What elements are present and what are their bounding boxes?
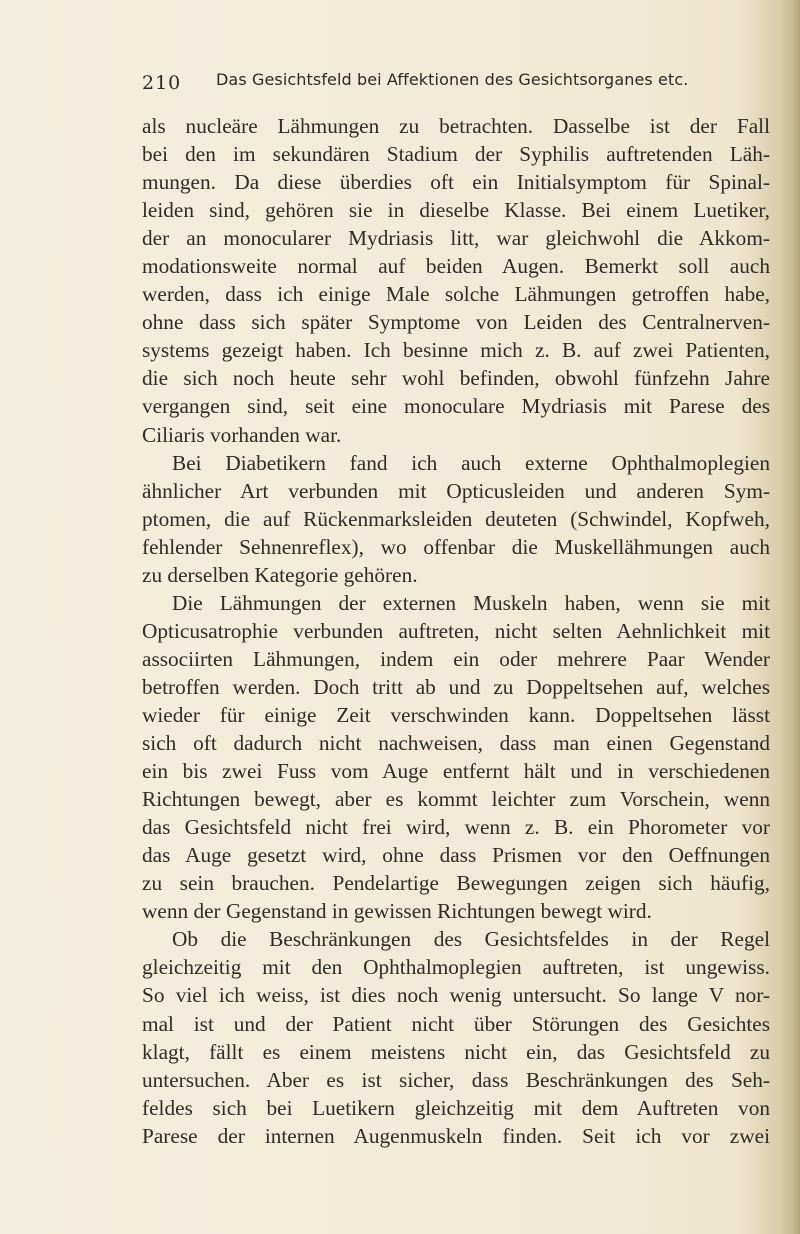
text-line: fehlender Sehnenreflex), wo offenbar die Muskellähmungen auch: [142, 534, 770, 559]
page-header: [142, 70, 762, 100]
page-edge-shadow: [778, 0, 800, 1234]
text-line: das Gesichtsfeld nicht frei wird, wenn z. B. ein Phorometer vor: [142, 815, 770, 840]
text-line: associirten Lähmungen, indem ein oder mehrere Paar Wender: [142, 646, 770, 671]
text-line: als nucleäre Lähmungen zu betrachten. Dasselbe ist der Fall: [142, 114, 770, 138]
text-line: wieder für einige Zeit verschwinden kann. Doppeltsehen lässt: [142, 702, 770, 727]
text-line: mal ist und der Patient nicht über Störungen des Gesichtes: [142, 1011, 770, 1036]
text-line: Ob die Beschränkungen des Gesichtsfeldes in der Regel: [172, 927, 770, 952]
text-line: das Auge gesetzt wird, ohne dass Prismen vor den Oeffnungen: [142, 843, 770, 868]
page-number: 210: [142, 72, 182, 94]
text-line: mungen. Da diese überdies oft ein Initialsymptom für Spinal-: [142, 170, 770, 195]
running-title: Das Gesichtsfeld bei Affektionen des Gesichtsorganes etc.: [216, 70, 689, 89]
text-line: bei den im sekundären Stadium der Syphilis auftretenden Läh-: [142, 142, 770, 167]
text-line: systems gezeigt haben. Ich besinne mich z. B. auf zwei Patienten,: [142, 338, 770, 363]
text-line: ptomen, die auf Rückenmarksleiden deuteten (Schwindel, Kopfweh,: [142, 506, 770, 531]
text-line: Bei Diabetikern fand ich auch externe Ophthalmoplegien: [172, 450, 770, 475]
text-line: zu sein brauchen. Pendelartige Bewegungen zeigen sich häufig,: [142, 871, 770, 896]
text-line: Ciliaris vorhanden war.: [142, 422, 342, 447]
text-line: die sich noch heute sehr wohl befinden, obwohl fünfzehn Jahre: [142, 366, 770, 391]
text-line: betroffen werden. Doch tritt ab und zu Doppeltsehen auf, welches: [142, 674, 770, 699]
text-line: Opticusatrophie verbunden auftreten, nicht selten Aehnlichkeit mit: [142, 618, 770, 643]
text-line: ähnlicher Art verbunden mit Opticusleiden und anderen Sym-: [142, 478, 770, 503]
text-line: werden, dass ich einige Male solche Lähmungen getroffen habe,: [142, 282, 770, 307]
body-text: [142, 112, 770, 1150]
text-line: feldes sich bei Luetikern gleichzeitig mit dem Auftreten von: [142, 1095, 770, 1120]
text-line: sich oft dadurch nicht nachweisen, dass man einen Gegenstand: [142, 731, 770, 756]
text-line: leiden sind, gehören sie in dieselbe Klasse. Bei einem Luetiker,: [142, 198, 770, 223]
text-line: modationsweite normal auf beiden Augen. Bemerkt soll auch: [142, 254, 770, 279]
text-line: Parese der internen Augenmuskeln finden. Seit ich vor zwei: [142, 1123, 770, 1148]
text-line: gleichzeitig mit den Ophthalmoplegien auftreten, ist ungewiss.: [142, 955, 770, 980]
text-line: wenn der Gegenstand in gewissen Richtungen bewegt wird.: [142, 899, 652, 924]
text-line: untersuchen. Aber es ist sicher, dass Beschränkungen des Seh-: [142, 1067, 770, 1092]
text-line: zu derselben Kategorie gehören.: [142, 562, 418, 587]
text-line: ohne dass sich später Symptome von Leiden des Centralnerven-: [142, 310, 770, 335]
text-line: Die Lähmungen der externen Muskeln haben, wenn sie mit: [172, 590, 770, 615]
text-line: Richtungen bewegt, aber es kommt leichter zum Vorschein, wenn: [142, 787, 770, 812]
text-line: vergangen sind, seit eine monoculare Mydriasis mit Parese des: [142, 394, 770, 419]
text-line: So viel ich weiss, ist dies noch wenig untersucht. So lange V nor-: [142, 983, 770, 1008]
text-line: der an monocularer Mydriasis litt, war gleichwohl die Akkom-: [142, 226, 770, 251]
text-line: klagt, fällt es einem meistens nicht ein, das Gesichtsfeld zu: [142, 1039, 770, 1064]
text-line: ein bis zwei Fuss vom Auge entfernt hält und in verschiedenen: [142, 759, 770, 784]
